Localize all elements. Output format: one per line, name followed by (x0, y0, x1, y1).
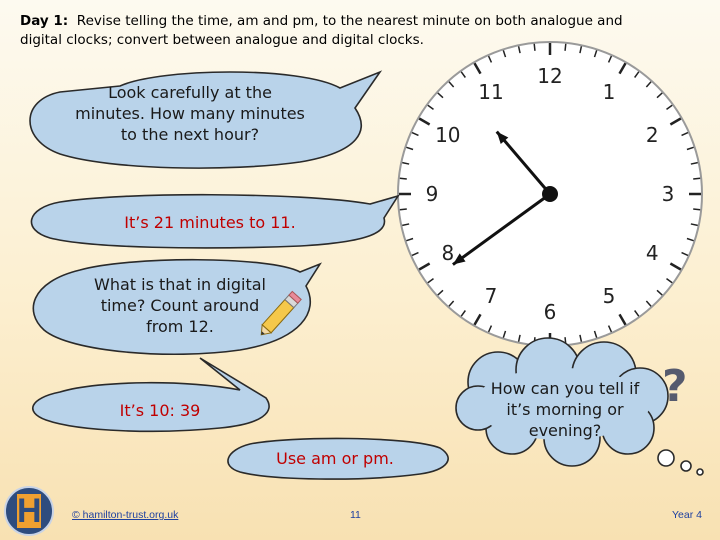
logo-letter: H (17, 492, 42, 530)
clock-number-10: 10 (435, 123, 461, 147)
bubble-1039-text: It’s 10: 39 (119, 401, 201, 420)
clock-number-1: 1 (602, 79, 616, 104)
hamilton-logo (4, 486, 54, 536)
copyright-link[interactable]: © hamilton-trust.org.uk (72, 509, 179, 521)
clock-number-7: 7 (484, 284, 498, 309)
clock-number-5: 5 (602, 284, 616, 309)
clock-number-12: 12 (537, 64, 563, 88)
year-label: Year 4 (672, 509, 702, 521)
bubble-digital-text: What is that in digital time? Count around from 12. (94, 275, 266, 336)
clock-number-4: 4 (645, 241, 659, 265)
page-number: 11 (350, 509, 361, 521)
question-mark-icon: ? (662, 361, 688, 412)
bubble-look-text: Look carefully at the minutes. How many minutes to the next hour? (75, 83, 305, 144)
pencil-icon (252, 288, 308, 340)
clock-number-2: 2 (645, 123, 659, 147)
bubble-ampm-text: Use am or pm. (276, 449, 394, 468)
heading-day-label: Day 1: (20, 13, 69, 29)
bubble-morning-evening-text: How can you tell if it’s morning or evening? (490, 379, 640, 440)
clock-number-11: 11 (478, 79, 504, 104)
clock-number-3: 3 (661, 182, 675, 206)
bubble-21-text: It’s 21 minutes to 11. (124, 213, 296, 232)
clock-number-9: 9 (425, 182, 439, 206)
clock-number-6: 6 (543, 300, 557, 324)
clock-number-8: 8 (441, 241, 455, 265)
heading-objective: Revise telling the time, am and pm, to the nearest minute on both analogue and digital clocks; convert between analogue and digital clocks. (20, 13, 623, 48)
